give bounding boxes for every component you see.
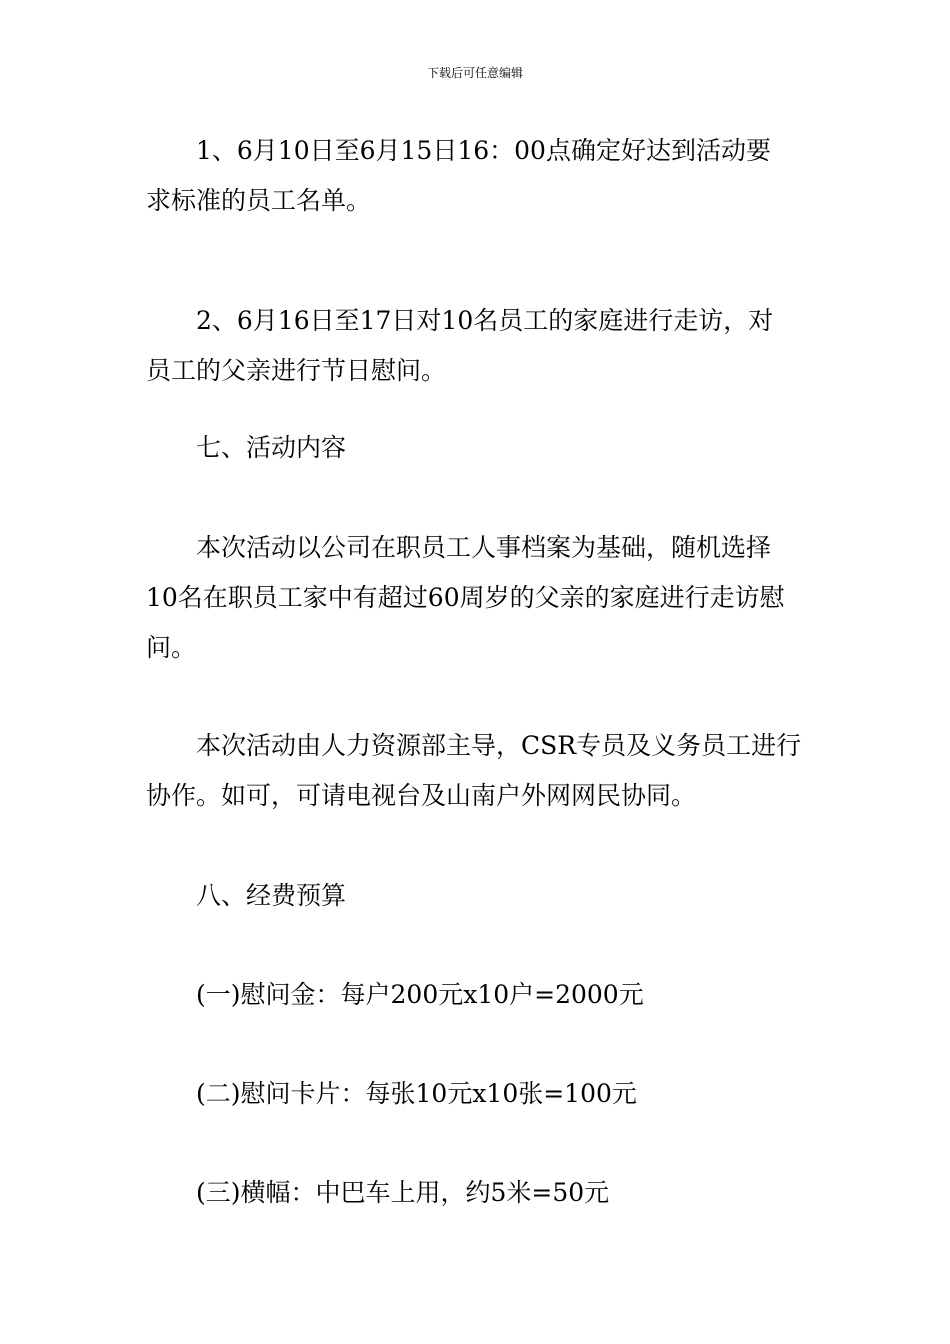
section-heading-budget bbox=[146, 871, 346, 921]
paragraph-schedule-2 bbox=[146, 296, 773, 396]
budget-item-3 bbox=[146, 1168, 609, 1218]
paragraph-schedule-1 bbox=[146, 126, 771, 226]
paragraph-organizer bbox=[146, 721, 801, 821]
text-line: 2、6月16日至17日对10名员工的家庭进行走访，对 bbox=[196, 306, 774, 335]
text-line: 1、6月10日至6月15日16：00点确定好达到活动要 bbox=[196, 136, 771, 165]
text-line: 本次活动由人力资源部主导，CSR专员及义务员工进行 bbox=[196, 731, 802, 760]
heading-text: 七、活动内容 bbox=[196, 433, 347, 462]
text-line: (二)慰问卡片：每张10元x10张=100元 bbox=[196, 1079, 637, 1108]
heading-text: 八、经费预算 bbox=[196, 881, 347, 910]
text-line: 求标准的员工名单。 bbox=[146, 186, 372, 215]
text-line: 本次活动以公司在职员工人事档案为基础，随机选择 bbox=[196, 533, 772, 562]
text-line: 10名在职员工家中有超过60周岁的父亲的家庭进行走访慰 bbox=[146, 583, 785, 612]
text-line: (三)横幅：中巴车上用，约5米=50元 bbox=[196, 1178, 610, 1207]
text-line: 员工的父亲进行节日慰问。 bbox=[146, 356, 447, 385]
budget-item-2 bbox=[146, 1069, 637, 1119]
text-line: 协作。如可，可请电视台及山南户外网网民协同。 bbox=[146, 781, 697, 810]
text-line: (一)慰问金：每户200元x10户=2000元 bbox=[196, 980, 644, 1009]
text-line: 问。 bbox=[146, 633, 197, 662]
page-header: 下载后可任意编辑 bbox=[426, 66, 523, 80]
budget-item-1 bbox=[146, 970, 644, 1020]
section-heading-content bbox=[146, 423, 346, 473]
paragraph-activity-content bbox=[146, 523, 785, 673]
